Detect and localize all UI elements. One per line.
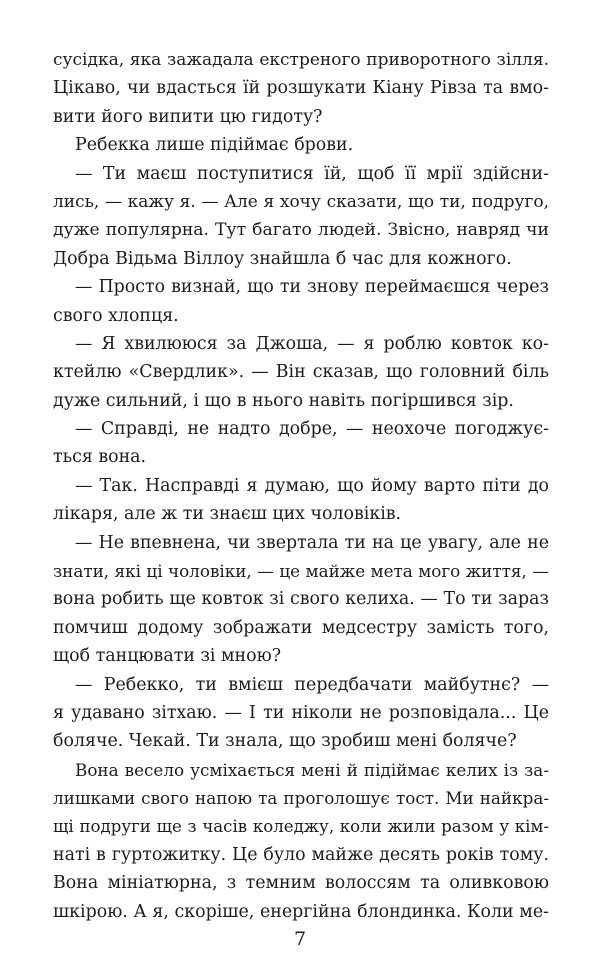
text-line: Добра Відьма Віллоу знайшла б час для кожного. [53,248,512,269]
text-line: вити його випити цю гидоту? [53,106,323,127]
text-line: вона робить ще ковток зі свого келиха. — То ти зараз [53,589,549,610]
text-line: сусідка, яка зажадала екстреного приворотного зілля. [53,50,549,70]
text-line: — Я хвилююся за Джоша, — я роблю ковток ко- [75,333,549,354]
body-text [53,46,549,926]
text-line: лишками свого напою та проголошує тост. Ми найкра- [53,788,549,809]
text-line: Вона мініатюрна, з темним волоссям та оливковою [53,873,549,894]
text-line: — Справді, не надто добре, — неохоче погоджує- [75,419,549,440]
text-line: шкірою. А я, скоріше, енергійна блондинка. Коли ме- [53,901,549,922]
text-line: лікаря, але ж ти знаєш цих чоловіків. [53,504,402,525]
text-line: дуже сильний, і що в нього навіть погіршився зір. [53,390,514,411]
text-line: лись, — кажу я. — Але я хочу сказати, що ти, подруго, [53,191,549,212]
text-line: дуже популярна. Тут багато людей. Звісно, навряд чи [53,220,549,241]
text-line: щоб танцювати зі мною? [53,646,282,667]
text-line: боляче. Чекай. Ти знала, що зробиш мені боляче? [53,731,517,752]
page-number: 7 [293,928,307,950]
text-line: — Просто визнай, що ти знову переймаєшся через [75,277,549,298]
text-line: Ребекка лише підіймає брови. [75,135,354,156]
text-line: Цікаво, чи вдасться їй розшукати Кіану Рівза та вмо- [53,78,549,99]
text-line: знати, які ці чоловіки, — це майже мета мого життя, — [53,561,549,582]
text-line: — Так. Насправді я думаю, що йому варто піти до [75,475,549,496]
text-line: я удавано зітхаю. — І ти ніколи не розповідала... Це [53,702,549,723]
text-line: ктейлю «Свердлик». — Він сказав, що головний біль [53,362,549,383]
text-line: наті в гуртожитку. Це було майже десять років тому. [53,844,549,865]
text-line: ться вона. [53,447,147,468]
text-line: свого хлопця. [53,305,179,326]
text-line: — Ребекко, ти вмієш передбачати майбутнє? — [75,674,549,695]
text-line: — Не впевнена, чи звертала ти на це увагу, але не [75,532,549,553]
text-line: щі подруги ще з часів коледжу, коли жили разом у кім- [53,816,549,836]
text-line: помчиш додому зображати медсестру замість того, [53,617,549,638]
text-line: — Ти маєш поступитися їй, щоб її мрії здійсни- [75,163,549,184]
text-line: Вона весело усміхається мені й підіймає келих із за- [75,759,549,780]
